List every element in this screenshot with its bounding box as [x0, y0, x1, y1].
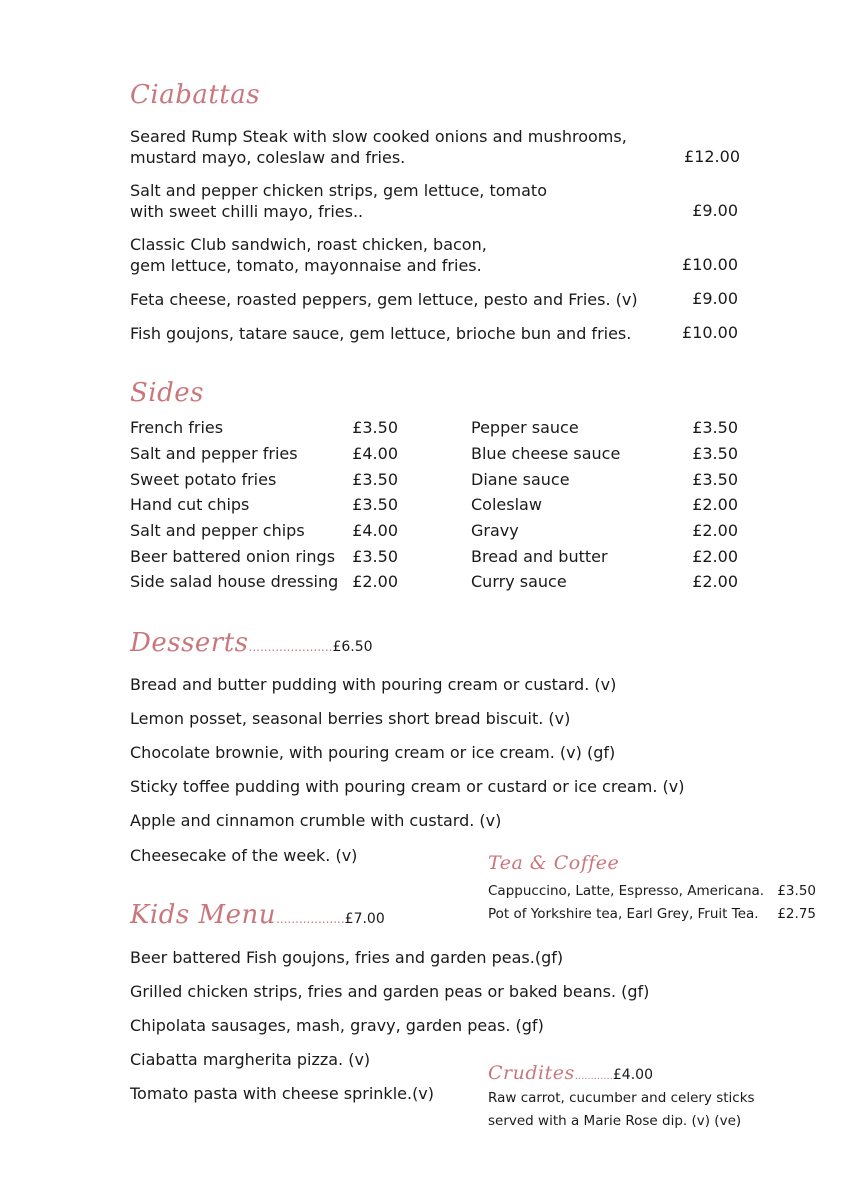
ciabatta-item-2-line1: Salt and pepper chicken strips, gem lettuce, tomato — [130, 181, 547, 200]
ciabatta-item-1 — [130, 126, 627, 168]
kids-menu-heading: Kids Menu — [130, 900, 276, 930]
sides-heading: Sides — [130, 378, 204, 408]
ciabatta-item-1-price: £12.00 — [684, 147, 740, 166]
sauce-item-price: £2.00 — [692, 572, 738, 591]
ciabatta-item-3 — [130, 234, 487, 276]
tea-coffee-item-2: Pot of Yorkshire tea, Earl Grey, Fruit Tea. — [488, 906, 759, 922]
sauce-item-name: Coleslaw — [471, 495, 542, 514]
ciabatta-item-1-line2: mustard mayo, coleslaw and fries. — [130, 148, 406, 167]
ciabatta-item-2-line2: with sweet chilli mayo, fries.. — [130, 202, 364, 221]
crudites-header — [488, 1062, 653, 1084]
side-item-name: Salt and pepper fries — [130, 444, 298, 463]
dessert-item: Bread and butter pudding with pouring cream or custard. (v) — [130, 675, 617, 694]
kids-item: Tomato pasta with cheese sprinkle.(v) — [130, 1084, 435, 1103]
tea-coffee-heading: Tea & Coffee — [488, 852, 620, 874]
crudites-heading: Crudites — [488, 1062, 575, 1084]
tea-coffee-item-1-price: £3.50 — [777, 883, 816, 899]
side-item-price: £3.50 — [352, 418, 398, 437]
side-item-price: £3.50 — [352, 470, 398, 489]
sauce-item-name: Pepper sauce — [471, 418, 579, 437]
side-item-name: Beer battered onion rings — [130, 547, 336, 566]
sauce-item-name: Bread and butter — [471, 547, 608, 566]
dessert-item: Cheesecake of the week. (v) — [130, 846, 358, 865]
desserts-dot-leader: ...................... — [248, 640, 333, 654]
sauce-item-price: £2.00 — [692, 495, 738, 514]
dessert-item: Lemon posset, seasonal berries short bread biscuit. (v) — [130, 709, 571, 728]
side-item-name: Sweet potato fries — [130, 470, 277, 489]
side-item-price: £4.00 — [352, 444, 398, 463]
side-item-price: £3.50 — [352, 495, 398, 514]
side-item-price: £3.50 — [352, 547, 398, 566]
tea-coffee-item-1: Cappuccino, Latte, Espresso, Americana. — [488, 883, 765, 899]
dessert-item: Apple and cinnamon crumble with custard. (v) — [130, 811, 502, 830]
dessert-item: Sticky toffee pudding with pouring cream or custard or ice cream. (v) — [130, 777, 685, 796]
ciabatta-item-3-line2: gem lettuce, tomato, mayonnaise and fries. — [130, 256, 482, 275]
dessert-item: Chocolate brownie, with pouring cream or ice cream. (v) (gf) — [130, 743, 616, 762]
crudites-price: £4.00 — [612, 1067, 653, 1083]
desserts-price: £6.50 — [332, 639, 373, 655]
kids-menu-header — [130, 900, 385, 930]
kids-item: Chipolata sausages, mash, gravy, garden peas. (gf) — [130, 1016, 544, 1035]
desserts-heading: Desserts — [130, 628, 249, 658]
ciabatta-item-2 — [130, 180, 547, 222]
side-item-price: £4.00 — [352, 521, 398, 540]
crudites-line-2: served with a Marie Rose dip. (v) (ve) — [488, 1113, 742, 1129]
side-item-price: £2.00 — [352, 572, 398, 591]
kids-item: Beer battered Fish goujons, fries and garden peas.(gf) — [130, 948, 564, 967]
side-item-name: Side salad house dressing — [130, 572, 339, 591]
crudites-line-1: Raw carrot, cucumber and celery sticks — [488, 1090, 755, 1106]
kids-menu-dot-leader: .................. — [276, 912, 345, 926]
ciabatta-item-1-line1: Seared Rump Steak with slow cooked onions and mushrooms, — [130, 127, 627, 146]
kids-item: Grilled chicken strips, fries and garden peas or baked beans. (gf) — [130, 982, 650, 1001]
ciabatta-item-5-price: £10.00 — [682, 323, 738, 342]
sauce-item-price: £3.50 — [692, 418, 738, 437]
kids-menu-price: £7.00 — [344, 911, 385, 927]
ciabatta-item-4-price: £9.00 — [692, 289, 738, 308]
ciabatta-item-3-price: £10.00 — [682, 255, 738, 274]
ciabatta-item-3-line1: Classic Club sandwich, roast chicken, bacon, — [130, 235, 487, 254]
sauce-item-name: Diane sauce — [471, 470, 570, 489]
ciabatta-item-5: Fish goujons, tatare sauce, gem lettuce, brioche bun and fries. — [130, 324, 632, 343]
sauce-item-name: Gravy — [471, 521, 519, 540]
kids-item: Ciabatta margherita pizza. (v) — [130, 1050, 371, 1069]
sauce-item-name: Curry sauce — [471, 572, 567, 591]
sauce-item-price: £3.50 — [692, 444, 738, 463]
side-item-name: French fries — [130, 418, 224, 437]
ciabatta-item-2-price: £9.00 — [692, 201, 738, 220]
ciabatta-item-4: Feta cheese, roasted peppers, gem lettuce, pesto and Fries. (v) — [130, 290, 638, 309]
crudites-dot-leader: ............ — [574, 1071, 613, 1082]
desserts-header — [130, 628, 373, 658]
sauce-item-price: £2.00 — [692, 547, 738, 566]
tea-coffee-item-2-price: £2.75 — [777, 906, 816, 922]
sauce-item-name: Blue cheese sauce — [471, 444, 621, 463]
sauce-item-price: £3.50 — [692, 470, 738, 489]
sauce-item-price: £2.00 — [692, 521, 738, 540]
side-item-name: Hand cut chips — [130, 495, 250, 514]
side-item-name: Salt and pepper chips — [130, 521, 305, 540]
ciabattas-heading: Ciabattas — [130, 80, 261, 110]
